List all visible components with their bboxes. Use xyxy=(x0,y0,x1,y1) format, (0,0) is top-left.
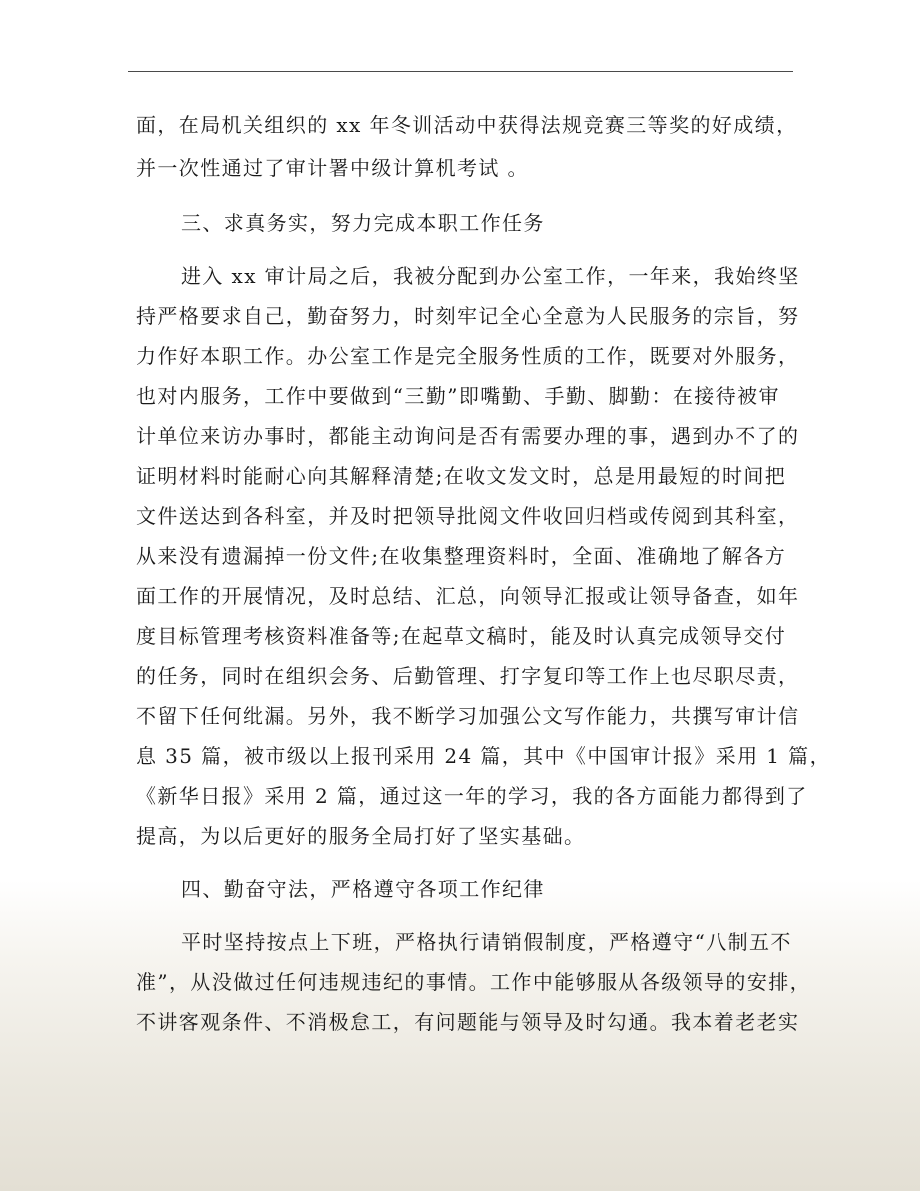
text-line: 提高，为以后更好的服务全局打好了坚实基础。 xyxy=(136,824,586,848)
section-heading: 四、勤奋守法，严格遵守各项工作纪律 xyxy=(181,877,545,901)
text-line: 的任务，同时在组织会务、后勤管理、打字复印等工作上也尽职尽责， xyxy=(136,664,800,688)
text-line: 力作好本职工作。办公室工作是完全服务性质的工作，既要对外服务， xyxy=(136,344,800,368)
text-line: 不讲客观条件、不消极怠工，有问题能与领导及时勾通。我本着老老实 xyxy=(136,1010,800,1034)
text-line: 平时坚持按点上下班，严格执行请销假制度，严格遵守“八制五不 xyxy=(181,930,792,954)
text-line: 也对内服务，工作中要做到“三勤”即嘴勤、手勤、脚勤：在接待被审 xyxy=(136,384,780,408)
text-line: 度目标管理考核资料准备等;在起草文稿时，能及时认真完成领导交付 xyxy=(136,624,787,648)
text-line: 《新华日报》采用 2 篇，通过这一年的学习，我的各方面能力都得到了 xyxy=(136,784,808,808)
text-line: 面工作的开展情况，及时总结、汇总，向领导汇报或让领导备查，如年 xyxy=(136,584,800,608)
text-line: 并一次性通过了审计署中级计算机考试 。 xyxy=(136,156,529,180)
section-heading: 三、求真务实，努力完成本职工作任务 xyxy=(181,211,545,235)
text-line: 准”，从没做过任何违规违纪的事情。工作中能够服从各级领导的安排， xyxy=(136,970,812,994)
text-line: 持严格要求自己，勤奋努力，时刻牢记全心全意为人民服务的宗旨，努 xyxy=(136,304,800,328)
text-line: 计单位来访办事时，都能主动询问是否有需要办理的事，遇到办不了的 xyxy=(136,424,800,448)
header-rule xyxy=(128,71,793,72)
text-line: 面，在局机关组织的 xx 年冬训活动中获得法规竞赛三等奖的好成绩， xyxy=(136,113,798,137)
text-line: 进入 xx 审计局之后，我被分配到办公室工作，一年来，我始终坚 xyxy=(181,264,800,288)
text-line: 证明材料时能耐心向其解释清楚;在收文发文时，总是用最短的时间把 xyxy=(136,464,787,488)
text-line: 从来没有遗漏掉一份文件;在收集整理资料时，全面、准确地了解各方 xyxy=(136,544,787,568)
text-line: 文件送达到各科室，并及时把领导批阅文件收回归档或传阅到其科室， xyxy=(136,504,800,528)
text-line: 息 35 篇，被市级以上报刊采用 24 篇，其中《中国审计报》采用 1 篇， xyxy=(136,744,831,768)
text-line: 不留下任何纰漏。另外，我不断学习加强公文写作能力，共撰写审计信 xyxy=(136,704,800,728)
